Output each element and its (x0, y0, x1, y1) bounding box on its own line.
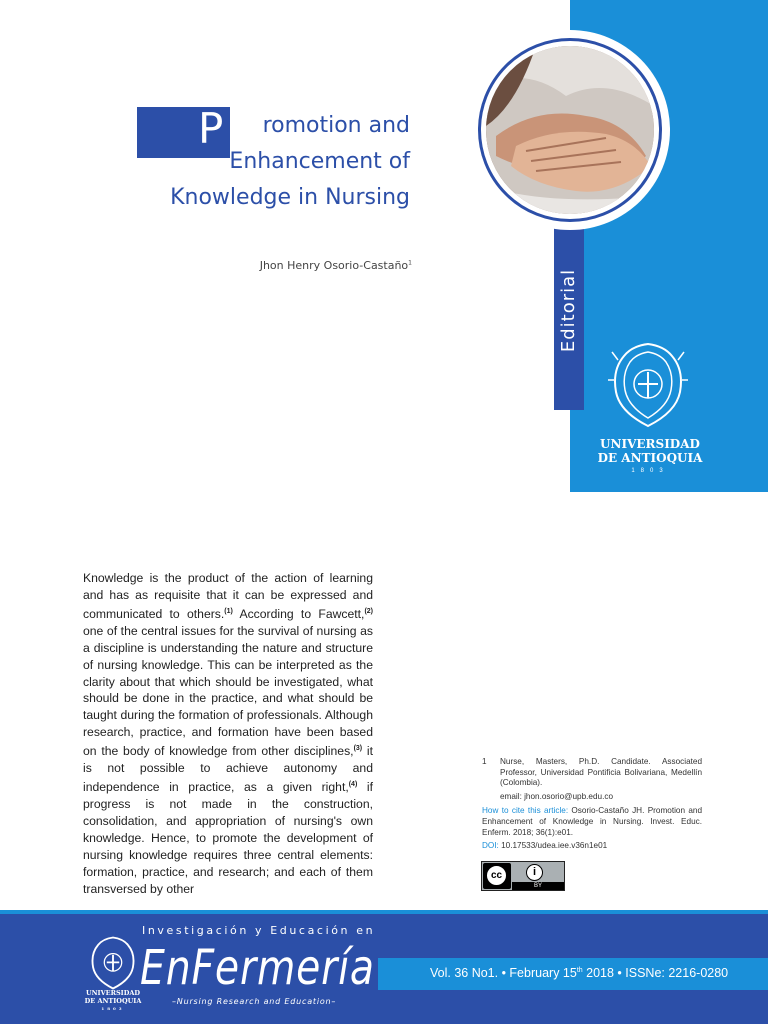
body-paragraph: Knowledge is the product of the action of learning and has as requisite that it can be expressed and communicated to others.$^{(1)}$ According to Fawcett,$^{(2)}$ one of the central issues for the survival of nursing as a discipline is understanding the nature and structure of nursing knowledge. This can be interpreted as the clarity about that which should be investigated, what should be done in the practice, and what should be taught during the formation of professionals. Although research, practice, and formation have been based on the body of knowledge from other disciplines,$^{(3)}$ it is not possible to achieve autonomy and independence in practice, as a given right,$^{(4)}$ if progress is not made in the construction, consolidation, and appropriation of nursing's own knowledge. Hence, to promote the development of nursing knowledge requires three central elements: formation, practice, and research; and each of them transversed by other (83, 571, 373, 896)
university-seal-logo (608, 340, 688, 430)
university-year: 1803 (631, 468, 669, 474)
cc-by-license-badge[interactable] (481, 861, 565, 891)
author-name: Jhon Henry Osorio-Castaño$^1$ (259, 259, 412, 272)
footnote-affiliation: Nurse, Masters, Ph.D. Candidate. Associated Professor, Universidad Pontificia Bolivariana, Medellín (Colombia). (500, 757, 702, 788)
banner-university-logo (88, 935, 138, 991)
by-label: BY (512, 882, 564, 890)
footnote (482, 757, 702, 852)
university-name: UNIVERSIDAD DE ANTIOQUIA (597, 437, 703, 465)
title-line-3: Knowledge in Nursing (170, 185, 410, 210)
doi[interactable]: DOI: 10.17533/udea.iee.v36n1e01 (482, 841, 608, 851)
title-initial: P (198, 104, 224, 153)
banner-university-name: UNIVERSIDAD DE ANTIOQUIA 1803 (84, 989, 142, 1011)
footnote-email[interactable]: email: jhon.osorio@upb.edu.co (500, 791, 613, 801)
journal-title-top: Investigación y Educación en (142, 924, 376, 937)
journal-name: EnFermería (140, 940, 375, 996)
journal-subtitle: –Nursing Research and Education– (172, 997, 337, 1006)
attribution-icon: i (526, 864, 543, 881)
title-line-1: romotion and (262, 113, 410, 138)
hands-photo (486, 46, 654, 214)
citation: How to cite this article: Osorio-Castaño JH. Promotion and Enhancement of Knowledge in Nursing. Invest. Educ. Enferm. 2018; 36(1):e01. (482, 806, 702, 837)
section-label: Editorial (558, 268, 580, 352)
footnote-number: 1 (482, 757, 487, 766)
title-line-2: Enhancement of (229, 149, 410, 174)
banner-divider (0, 910, 768, 914)
cc-icon: cc (485, 864, 508, 887)
article-title (100, 108, 410, 216)
volume-info: Vol. 36 No1. • February 15th 2018 • ISSNe: 2216-0280 (430, 966, 729, 980)
